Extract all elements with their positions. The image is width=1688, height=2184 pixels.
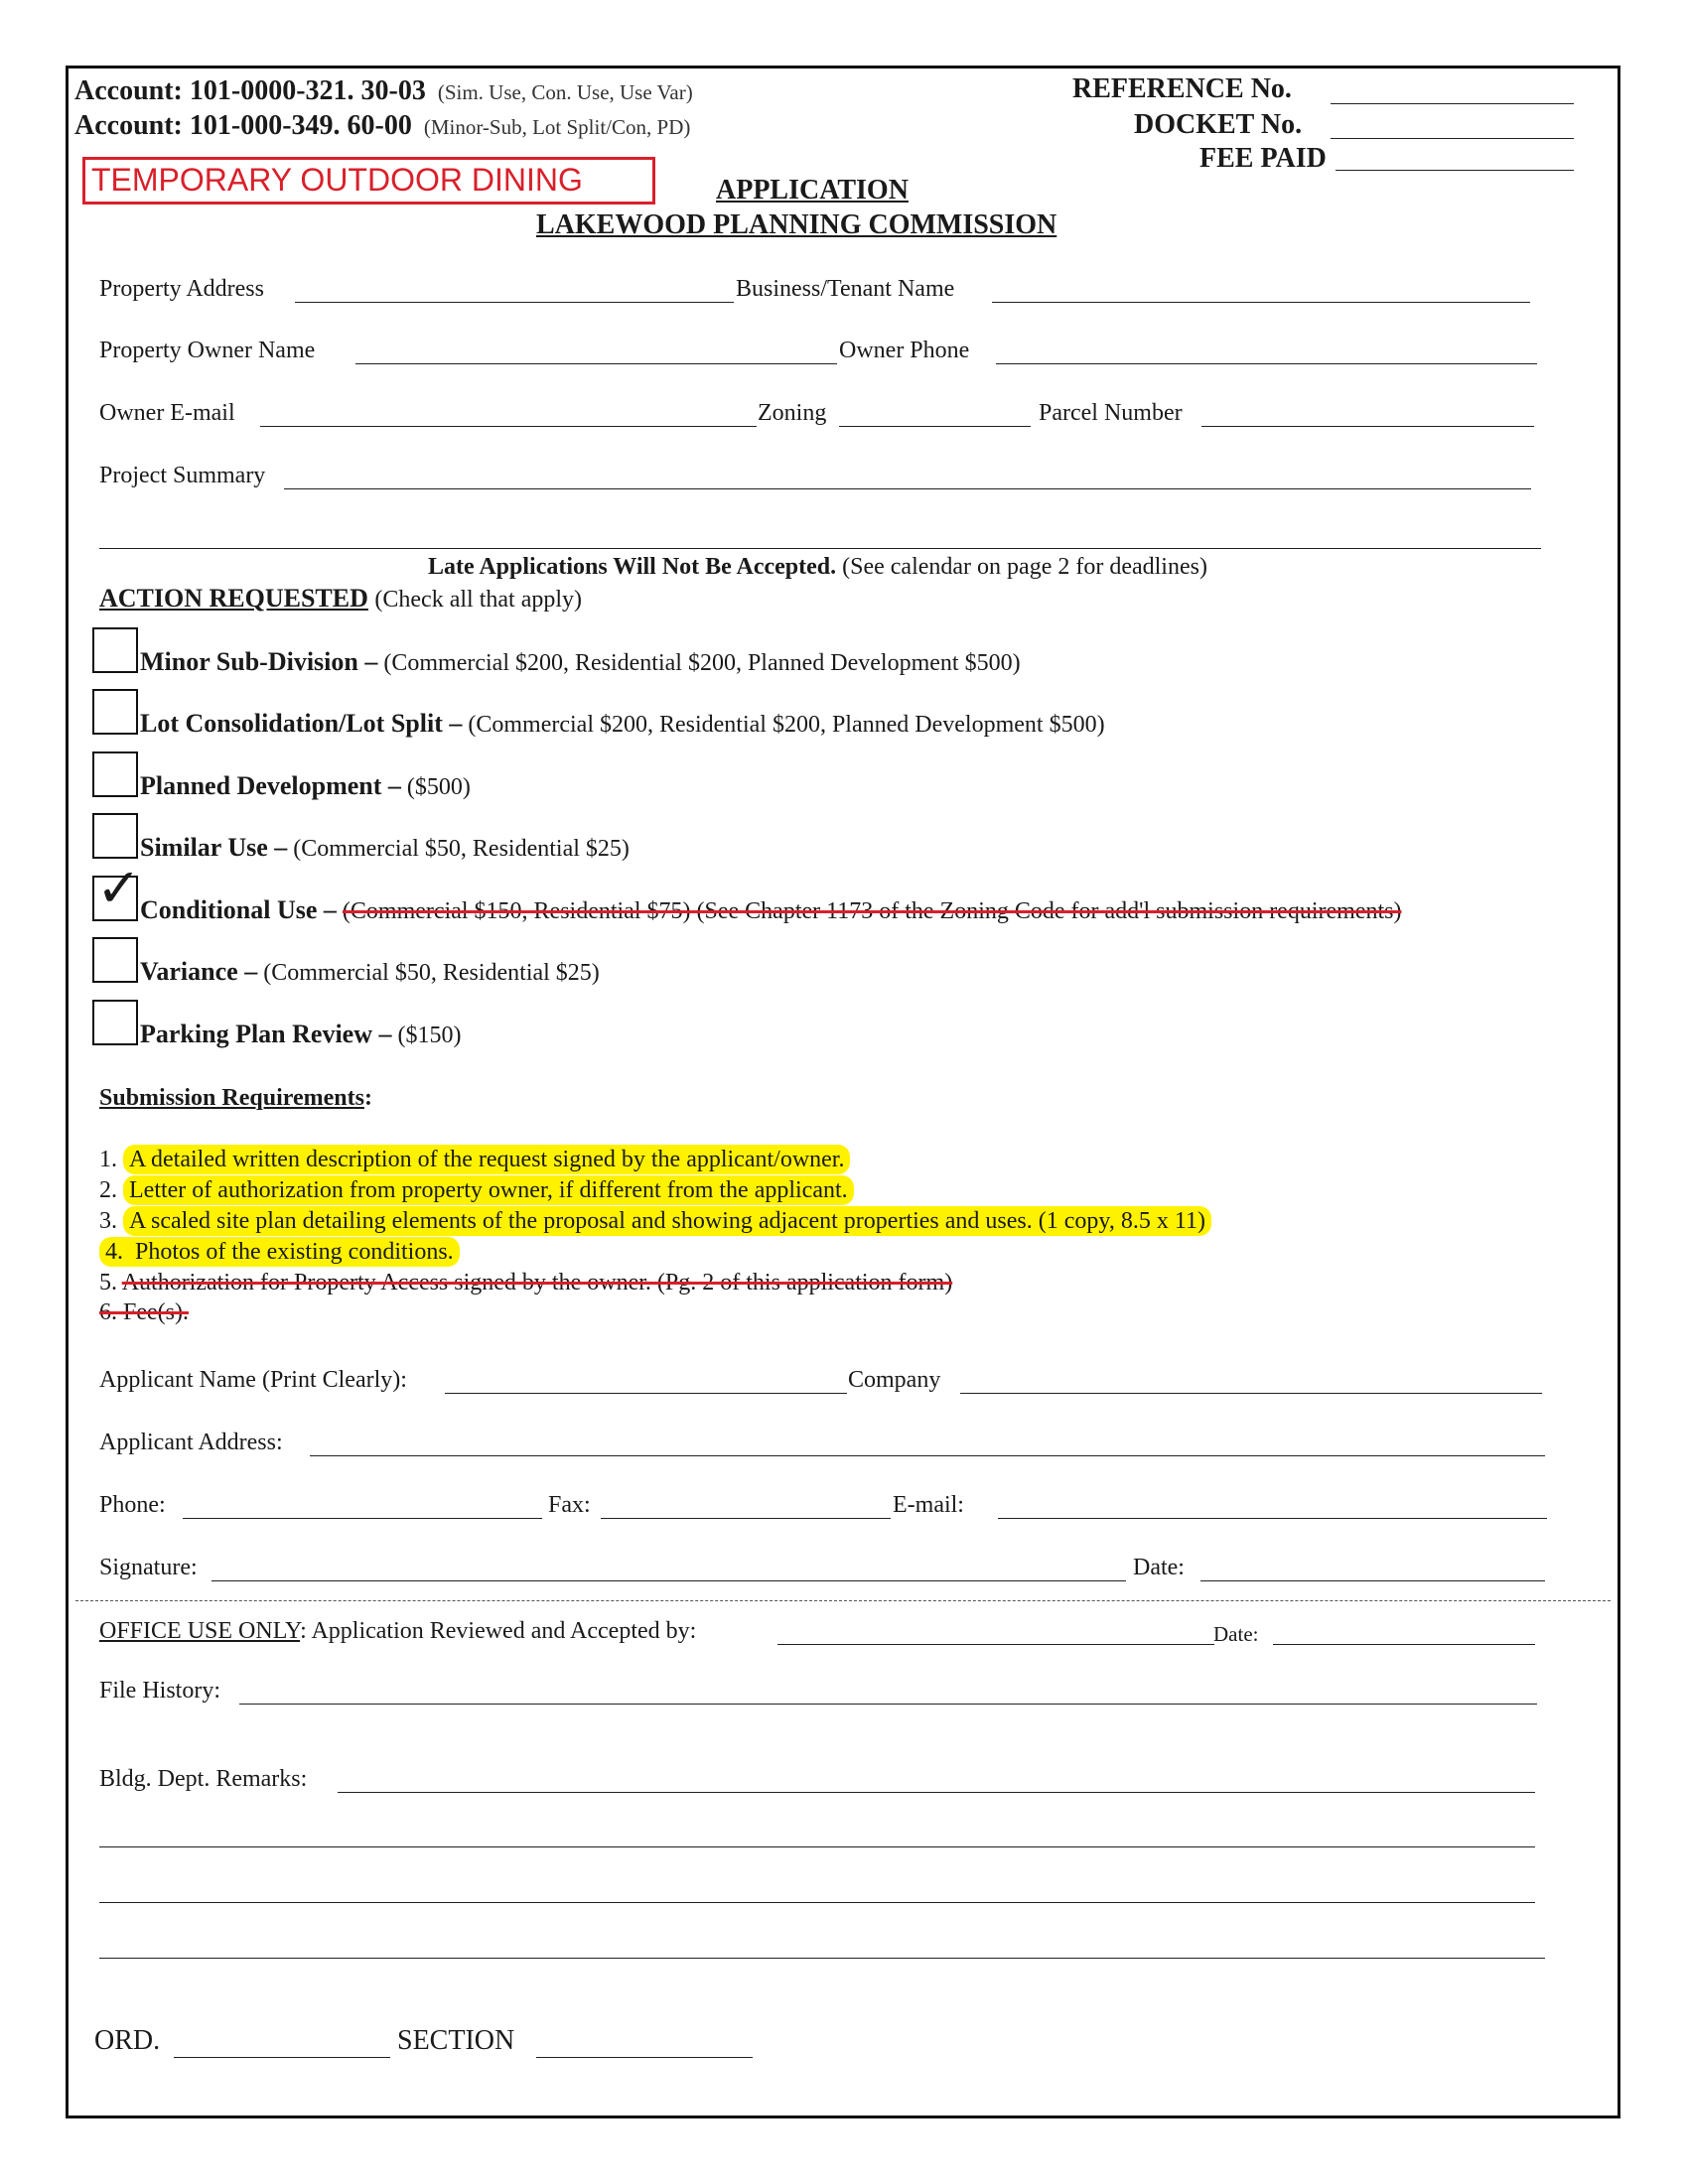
requirement-text: A scaled site plan detailing elements of the proposal and showing adjacent properties and uses. (1 copy, 8.5 x 11) — [123, 1206, 1211, 1236]
zoning-label: Zoning — [758, 400, 827, 426]
office-use-row — [99, 1618, 696, 1645]
option-detail: ($500) — [406, 774, 471, 800]
business-tenant-field[interactable] — [992, 302, 1530, 303]
docket-label: DOCKET No. — [1134, 109, 1303, 140]
checkbox-variance[interactable] — [92, 937, 138, 983]
option-label: Conditional Use – — [140, 895, 337, 924]
remarks-field[interactable] — [338, 1792, 1535, 1793]
option-label: Parking Plan Review – — [140, 1020, 392, 1048]
email-label: E-mail: — [893, 1492, 964, 1518]
requirement-number: 5. — [99, 1270, 117, 1296]
checkbox-planned-development[interactable] — [92, 751, 138, 797]
reviewed-by-field[interactable] — [777, 1644, 1214, 1645]
action-requested-heading — [99, 584, 582, 614]
reference-field[interactable] — [1331, 103, 1574, 104]
requirement-item — [99, 1177, 854, 1204]
option-lot-consolidation — [140, 709, 1105, 739]
office-use-colon: : — [300, 1618, 307, 1644]
account-1-label: Account: 101-0000-321. 30-03 — [74, 75, 426, 106]
option-variance — [140, 957, 600, 987]
office-use-heading: OFFICE USE ONLY — [99, 1618, 301, 1644]
option-detail: (Commercial $200, Residential $200, Planned Development $500) — [383, 650, 1021, 676]
file-history-label: File History: — [99, 1678, 221, 1704]
project-summary-field[interactable] — [284, 488, 1531, 489]
signature-label: Signature: — [99, 1555, 198, 1580]
fax-label: Fax: — [548, 1492, 591, 1518]
option-label: Similar Use – — [140, 833, 288, 862]
requirement-item — [99, 1239, 460, 1266]
requirement-number: 1. — [99, 1147, 117, 1172]
owner-phone-label: Owner Phone — [839, 338, 970, 363]
owner-name-field[interactable] — [355, 363, 837, 364]
requirement-number: 3. — [99, 1208, 117, 1234]
project-summary-field-2[interactable] — [99, 548, 1541, 549]
property-address-field[interactable] — [295, 302, 734, 303]
remarks-label: Bldg. Dept. Remarks: — [99, 1766, 308, 1792]
fee-paid-label: FEE PAID — [1199, 143, 1327, 174]
option-minor-subdivision — [140, 647, 1021, 677]
phone-label: Phone: — [99, 1492, 166, 1518]
check-mark-icon: ✓ — [96, 857, 142, 919]
account-line-1 — [74, 75, 693, 107]
option-detail: (Commercial $50, Residential $25) — [293, 836, 630, 862]
requirement-number: 4. — [105, 1239, 123, 1265]
owner-email-label: Owner E-mail — [99, 400, 235, 426]
owner-email-field[interactable] — [260, 426, 757, 427]
late-notice-rest: (See calendar on page 2 for deadlines) — [842, 554, 1207, 580]
section-field[interactable] — [536, 2057, 753, 2058]
requirement-item — [99, 1208, 1211, 1235]
checkbox-similar-use[interactable] — [92, 813, 138, 859]
checkbox-parking-plan-review[interactable] — [92, 1000, 138, 1045]
application-title: APPLICATION — [716, 175, 909, 205]
action-heading-note: (Check all that apply) — [374, 587, 582, 613]
option-detail-struck: (Commercial $150, Residential $75) (See Chapter 1173 of the Zoning Code for add'l submission requirements) — [342, 898, 1402, 924]
option-planned-development — [140, 771, 471, 801]
requirement-item — [99, 1270, 952, 1297]
option-label: Planned Development – — [140, 771, 401, 800]
option-detail: ($150) — [397, 1023, 462, 1048]
zoning-field[interactable] — [839, 426, 1031, 427]
requirement-number: 6. — [99, 1299, 117, 1325]
option-conditional-use — [140, 895, 1401, 925]
owner-name-label: Property Owner Name — [99, 338, 316, 363]
action-heading-text: ACTION REQUESTED — [99, 584, 368, 613]
applicant-name-label: Applicant Name (Print Clearly): — [99, 1367, 407, 1393]
checkbox-conditional-use[interactable] — [92, 857, 142, 921]
remarks-field-4[interactable] — [99, 1958, 1545, 1959]
late-applications-notice — [428, 554, 1207, 581]
applicant-address-label: Applicant Address: — [99, 1430, 283, 1455]
email-field[interactable] — [998, 1518, 1547, 1519]
company-field[interactable] — [960, 1393, 1542, 1394]
option-parking-plan-review — [140, 1020, 461, 1049]
account-1-note: (Sim. Use, Con. Use, Use Var) — [437, 80, 693, 104]
property-address-label: Property Address — [99, 276, 264, 302]
phone-field[interactable] — [183, 1518, 542, 1519]
temporary-outdoor-dining-stamp: TEMPORARY OUTDOOR DINING — [82, 157, 655, 205]
project-summary-label: Project Summary — [99, 463, 266, 488]
requirement-text: A detailed written description of the request signed by the applicant/owner. — [123, 1145, 850, 1174]
submission-heading-text: Submission Requirements — [99, 1085, 364, 1111]
business-tenant-label: Business/Tenant Name — [736, 276, 955, 302]
office-date-field[interactable] — [1273, 1644, 1535, 1645]
ord-field[interactable] — [174, 2057, 390, 2058]
fax-field[interactable] — [601, 1518, 891, 1519]
option-detail: (Commercial $50, Residential $25) — [263, 960, 600, 986]
office-date-label: Date: — [1213, 1622, 1259, 1646]
fee-paid-field[interactable] — [1336, 170, 1574, 171]
account-2-note: (Minor-Sub, Lot Split/Con, PD) — [423, 115, 691, 139]
docket-field[interactable] — [1331, 138, 1574, 139]
requirement-text-struck: Authorization for Property Access signed by the owner. (Pg. 2 of this application form) — [121, 1270, 953, 1296]
company-label: Company — [848, 1367, 941, 1393]
parcel-number-label: Parcel Number — [1039, 400, 1183, 426]
parcel-number-field[interactable] — [1201, 426, 1534, 427]
option-label: Minor Sub-Division – — [140, 647, 378, 676]
checkbox-minor-subdivision[interactable] — [92, 627, 138, 673]
late-notice-bold: Late Applications Will Not Be Accepted. — [428, 554, 837, 580]
option-label: Variance – — [140, 957, 258, 986]
account-line-2 — [74, 110, 690, 142]
reviewed-label: Application Reviewed and Accepted by: — [311, 1618, 697, 1644]
option-detail: (Commercial $200, Residential $200, Planned Development $500) — [468, 712, 1105, 738]
commission-title: LAKEWOOD PLANNING COMMISSION — [536, 209, 1057, 240]
applicant-address-field[interactable] — [310, 1455, 1545, 1456]
submission-requirements-heading — [99, 1085, 372, 1112]
owner-phone-field[interactable] — [996, 363, 1537, 364]
applicant-name-field[interactable] — [445, 1393, 847, 1394]
requirement-item — [99, 1147, 850, 1173]
date-field[interactable] — [1200, 1580, 1545, 1581]
date-label: Date: — [1133, 1555, 1185, 1580]
requirement-text: Photos of the existing conditions. — [135, 1239, 454, 1265]
file-history-field[interactable] — [239, 1704, 1537, 1705]
reference-label: REFERENCE No. — [1072, 73, 1292, 104]
signature-field[interactable] — [211, 1580, 1126, 1581]
remarks-field-2[interactable] — [99, 1846, 1535, 1847]
requirement-number: 2. — [99, 1177, 117, 1203]
checkbox-lot-consolidation[interactable] — [92, 689, 138, 735]
requirement-text: Letter of authorization from property owner, if different from the applicant. — [123, 1175, 854, 1205]
requirement-text: Fee(s). — [123, 1299, 189, 1325]
dashed-divider — [75, 1600, 1611, 1601]
submission-heading-colon: : — [363, 1085, 372, 1111]
remarks-field-3[interactable] — [99, 1902, 1535, 1903]
ord-label: ORD. — [94, 2025, 161, 2056]
option-similar-use — [140, 833, 630, 863]
account-2-label: Account: 101-000-349. 60-00 — [74, 110, 412, 141]
option-label: Lot Consolidation/Lot Split – — [140, 709, 463, 738]
requirement-item-struck — [99, 1299, 189, 1326]
requirement-highlight — [99, 1237, 460, 1267]
section-label: SECTION — [397, 2025, 515, 2056]
